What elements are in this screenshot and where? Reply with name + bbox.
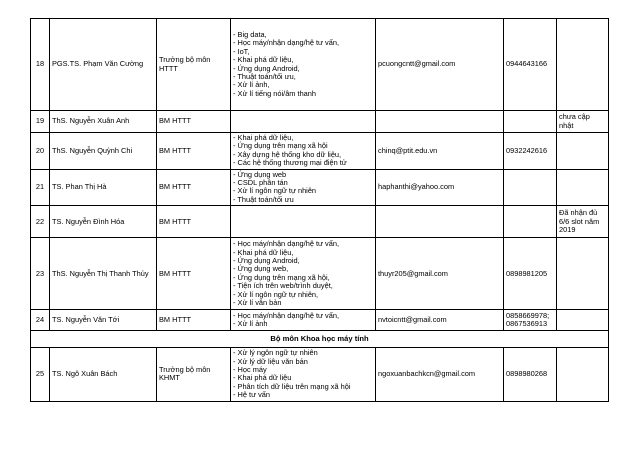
- table-row: [31, 310, 609, 331]
- lecturer-role: BM HTTT: [157, 310, 231, 331]
- row-number: 20: [31, 133, 50, 170]
- lecturer-phone: 0932242616: [504, 133, 557, 170]
- topic-item: - Các hệ thống thương mại điện tử: [233, 158, 347, 168]
- table-row: [31, 19, 609, 111]
- lecturer-note: [557, 19, 609, 111]
- topic-item: - Học máy/nhận dạng/hệ tư vấn,: [233, 310, 340, 320]
- lecturer-name: ThS. Nguyễn Thị Thanh Thủy: [50, 238, 157, 310]
- lecturer-role: BM HTTT: [157, 133, 231, 170]
- topic-item: - Thuật toán/tối ưu,: [233, 71, 296, 81]
- research-topics: [231, 169, 376, 206]
- topic-item: - Big data,: [233, 29, 267, 39]
- row-number: 21: [31, 169, 50, 206]
- lecturer-phone: [504, 206, 557, 238]
- topic-item: - Khai phá dữ liệu,: [233, 133, 294, 142]
- topic-item: - Xử lý ngôn ngữ tự nhiên: [233, 348, 318, 358]
- lecturer-role: Trưởng bộ môn HTTT: [157, 19, 231, 111]
- research-topics: [231, 238, 376, 310]
- topic-item: - Hệ tư vấn: [233, 390, 270, 400]
- topic-item: - Xử lí ảnh: [233, 319, 268, 329]
- topic-item: - Phân tích dữ liệu trên mạng xã hội: [233, 381, 351, 391]
- lecturer-role: Trưởng bộ môn KHMT: [157, 348, 231, 401]
- lecturer-note: [557, 238, 609, 310]
- lecturer-note: [557, 310, 609, 331]
- topic-item: - Học máy/nhận dạng/hệ tư vấn,: [233, 38, 340, 48]
- lecturer-email: pcuongcntt@gmail.com: [376, 19, 504, 111]
- lecturer-name: TS. Ngô Xuân Bách: [50, 348, 157, 401]
- topic-item: - Ứng dụng trên mạng xã hội: [233, 141, 328, 151]
- staff-table: [30, 18, 609, 402]
- lecturer-email: haphanthi@yahoo.com: [376, 169, 504, 206]
- topic-item: - Ứng dụng Android,: [233, 63, 300, 73]
- topic-item: - Ứng dụng web,: [233, 264, 289, 274]
- lecturer-email: thuyr205@gmail.com: [376, 238, 504, 310]
- lecturer-phone: 0944643166: [504, 19, 557, 111]
- row-number: 22: [31, 206, 50, 238]
- lecturer-phone: [504, 169, 557, 206]
- lecturer-note: [557, 133, 609, 170]
- row-number: 24: [31, 310, 50, 331]
- topic-item: - Khai phá dữ liệu,: [233, 55, 294, 65]
- lecturer-name: TS. Phan Thị Hà: [50, 169, 157, 206]
- topic-item: - Ứng dụng Android,: [233, 255, 300, 265]
- table-row: [31, 169, 609, 206]
- lecturer-name: ThS. Nguyễn Xuân Anh: [50, 111, 157, 133]
- lecturer-email: [376, 111, 504, 133]
- lecturer-phone: 0898980268: [504, 348, 557, 401]
- lecturer-name: PGS.TS. Phạm Văn Cường: [50, 19, 157, 111]
- department-title: Bộ môn Khoa học máy tính: [31, 331, 609, 348]
- lecturer-role: BM HTTT: [157, 206, 231, 238]
- table-row: [31, 206, 609, 238]
- topic-item: - Xử lí tiếng nói/âm thanh: [233, 88, 317, 98]
- lecturer-email: [376, 206, 504, 238]
- lecturer-phone: 0858669978; 0867536913: [504, 310, 557, 331]
- topic-item: - Ứng dụng trên mạng xã hội,: [233, 272, 330, 282]
- section-header-row: [31, 331, 609, 348]
- table-row: [31, 348, 609, 401]
- lecturer-name: ThS. Nguyễn Quỳnh Chi: [50, 133, 157, 170]
- research-topics: [231, 111, 376, 133]
- lecturer-role: BM HTTT: [157, 169, 231, 206]
- lecturer-role: BM HTTT: [157, 111, 231, 133]
- topic-item: - Xử lí văn bản: [233, 297, 282, 307]
- topic-item: - CSDL phân tán: [233, 178, 288, 188]
- row-number: 19: [31, 111, 50, 133]
- research-topics: [231, 348, 376, 401]
- lecturer-email: ngoxuanbachkcn@gmail.com: [376, 348, 504, 401]
- topic-item: - Học máy/nhận dạng/hệ tư vấn,: [233, 239, 340, 249]
- topic-item: - Xây dựng hệ thống kho dữ liệu,: [233, 149, 342, 159]
- row-number: 23: [31, 238, 50, 310]
- lecturer-note: [557, 348, 609, 401]
- topic-item: - Xử lí ngôn ngữ tự nhiên: [233, 186, 317, 196]
- lecturer-phone: [504, 111, 557, 133]
- research-topics: [231, 19, 376, 111]
- lecturer-phone: 0898981205: [504, 238, 557, 310]
- row-number: 25: [31, 348, 50, 401]
- research-topics: [231, 310, 376, 331]
- topic-item: - Khai phá dữ liệu: [233, 373, 292, 383]
- research-topics: [231, 206, 376, 238]
- table-row: [31, 111, 609, 133]
- row-number: 18: [31, 19, 50, 111]
- lecturer-note: [557, 169, 609, 206]
- topic-item: - Khai phá dữ liệu,: [233, 247, 294, 257]
- table-row: [31, 238, 609, 310]
- topic-item: - IoT,: [233, 46, 250, 56]
- lecturer-note: Đã nhận đủ 6/6 slot năm 2019: [557, 206, 609, 238]
- table-row: [31, 133, 609, 170]
- lecturer-note: chưa cập nhật: [557, 111, 609, 133]
- lecturer-name: TS. Nguyễn Văn Tới: [50, 310, 157, 331]
- lecturer-role: BM HTTT: [157, 238, 231, 310]
- topic-item: - Ứng dụng web: [233, 169, 287, 179]
- topic-item: - Tiện ích trên web/trình duyệt,: [233, 281, 333, 291]
- topic-item: - Xử lý dữ liệu văn bản: [233, 356, 308, 366]
- topic-item: - Học máy: [233, 365, 267, 375]
- research-topics: [231, 133, 376, 170]
- lecturer-email: chinq@ptit.edu.vn: [376, 133, 504, 170]
- topic-item: - Thuật toán/tối ưu: [233, 194, 294, 204]
- lecturer-email: nvtoicntt@gmail.com: [376, 310, 504, 331]
- topic-item: - Xử lí ảnh,: [233, 80, 270, 90]
- lecturer-name: TS. Nguyễn Đình Hóa: [50, 206, 157, 238]
- topic-item: - Xử lí ngôn ngữ tự nhiên,: [233, 289, 319, 299]
